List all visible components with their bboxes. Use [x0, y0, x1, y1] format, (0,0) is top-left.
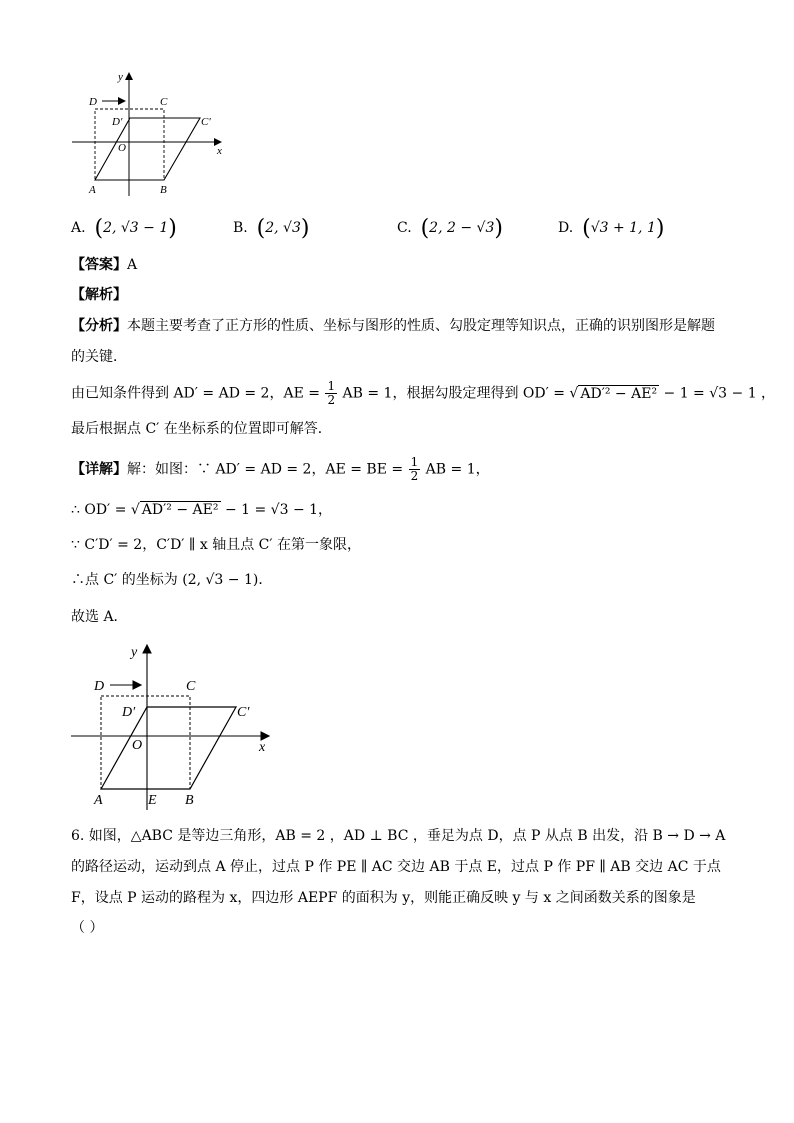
xiangjie-1b: AB = 1， — [425, 461, 490, 478]
xiangjie-1a: 解：如图：∵ AD′ = AD = 2，AE = BE = — [127, 461, 404, 478]
label-A: A — [94, 793, 103, 808]
option-a-value: 2, √3 − 1 — [103, 220, 169, 236]
label-D: D — [89, 96, 97, 108]
label-x: x — [259, 740, 266, 755]
fenxi-line-1 — [71, 316, 715, 336]
option-c-label: C. — [397, 220, 412, 236]
option-b-value: 2, √3 — [265, 220, 301, 236]
option-d-value: √3 + 1, 1 — [590, 220, 656, 236]
figure-1 — [68, 64, 228, 200]
analysis-tag: 【解析】 — [71, 287, 127, 303]
answer-tag: 【答案】 — [71, 257, 127, 273]
fenxi-line-4: 最后根据点 C′ 在坐标系的位置即可解答． — [71, 421, 332, 437]
fenxi-sqrt: AD′² − AE² — [580, 385, 658, 402]
label-O: O — [118, 142, 126, 154]
fenxi-tag: 【分析】 — [71, 318, 127, 334]
option-c: C. (2, 2 − √3) — [397, 216, 503, 241]
xiangjie-line-1 — [71, 456, 490, 483]
label-y: y — [131, 645, 138, 660]
label-Dprime: D′ — [112, 116, 123, 128]
q6-line-4: （ ） — [71, 920, 104, 936]
figure-2 — [68, 640, 278, 812]
fenxi-3a: 由已知条件得到 AD′ = AD = 2，AE = — [71, 385, 320, 402]
label-B: B — [185, 793, 194, 808]
xiangjie-line-2: ∴ OD′ = √ AD′² − AE² − 1 = √3 − 1， — [71, 502, 333, 518]
fenxi-3c: − 1 = √3 − 1 ， — [663, 385, 776, 402]
answer-line — [71, 255, 137, 275]
label-Cprime: C′ — [237, 705, 250, 720]
label-y: y — [118, 71, 123, 83]
xiangjie-line-5: 故选 A． — [71, 609, 128, 625]
label-Dprime: D′ — [122, 705, 136, 720]
option-d: D. (√3 + 1, 1) — [558, 216, 665, 241]
xiangjie-tag: 【详解】 — [71, 461, 127, 478]
fenxi-line-3: 由已知条件得到 AD′ = AD = 2，AE = $\frac{1}{2}$ AB = 1，根据勾股定理得到 OD′ = √ AD′² − AE² − 1 = √3 − 1 ， — [71, 379, 776, 407]
option-c-value: 2, 2 − √3 — [429, 220, 495, 236]
xiangjie-2a: ∴ OD′ = — [71, 502, 127, 518]
label-A: A — [89, 184, 96, 196]
q6-line-3: F，设点 P 运动的路程为 x，四边形 AEPF 的面积为 y，则能正确反映 y 与 x 之间函数关系的图象是 — [71, 890, 696, 906]
label-C: C — [160, 96, 168, 108]
parallelogram — [95, 118, 200, 180]
q6-line-1: 6. 如图，△ABC 是等边三角形，AB = 2 ，AD ⊥ BC ，垂足为点 D，点 P 从点 B 出发，沿 B → D → A — [71, 828, 726, 844]
option-b-label: B. — [233, 220, 248, 236]
q6-line-2: 的路径运动，运动到点 A 停止，过点 P 作 PE ∥ AC 交边 AB 于点 E，过点 P 作 PF ∥ AB 交边 AC 于点 — [71, 859, 721, 875]
option-d-label: D. — [558, 220, 574, 236]
option-b: B. (2, √3) — [233, 216, 310, 241]
label-C: C — [186, 679, 196, 694]
fenxi-3b: AB = 1，根据勾股定理得到 OD′ = — [342, 385, 565, 402]
answer-value: A — [127, 257, 138, 273]
fenxi-text-1: 本题主要考查了正方形的性质、坐标与图形的性质、勾股定理等知识点，正确的识别图形是解题 — [127, 318, 715, 334]
label-D: D — [94, 679, 105, 694]
option-a: A. (2, √3 − 1) — [71, 216, 177, 241]
xiangjie-sqrt: AD′² − AE² — [141, 502, 219, 518]
fenxi-line-2: 的关键． — [71, 349, 127, 365]
xiangjie-2b: − 1 = √3 − 1， — [224, 502, 333, 518]
option-a-label: A. — [71, 220, 86, 236]
label-B: B — [160, 184, 167, 196]
xiangjie-line-4: ∴点 C′ 的坐标为 (2, √3 − 1)． — [71, 572, 273, 588]
fenxi-frac: $\frac{1}{2}$ — [327, 379, 336, 407]
label-Cprime: C′ — [201, 116, 211, 128]
xiangjie-frac: $\frac{1}{2}$ — [410, 455, 419, 483]
label-E: E — [148, 793, 157, 808]
label-x: x — [217, 145, 222, 157]
label-O: O — [132, 738, 143, 753]
xiangjie-line-3: ∵ C′D′ = 2，C′D′ ∥ x 轴且点 C′ 在第一象限， — [71, 537, 361, 553]
